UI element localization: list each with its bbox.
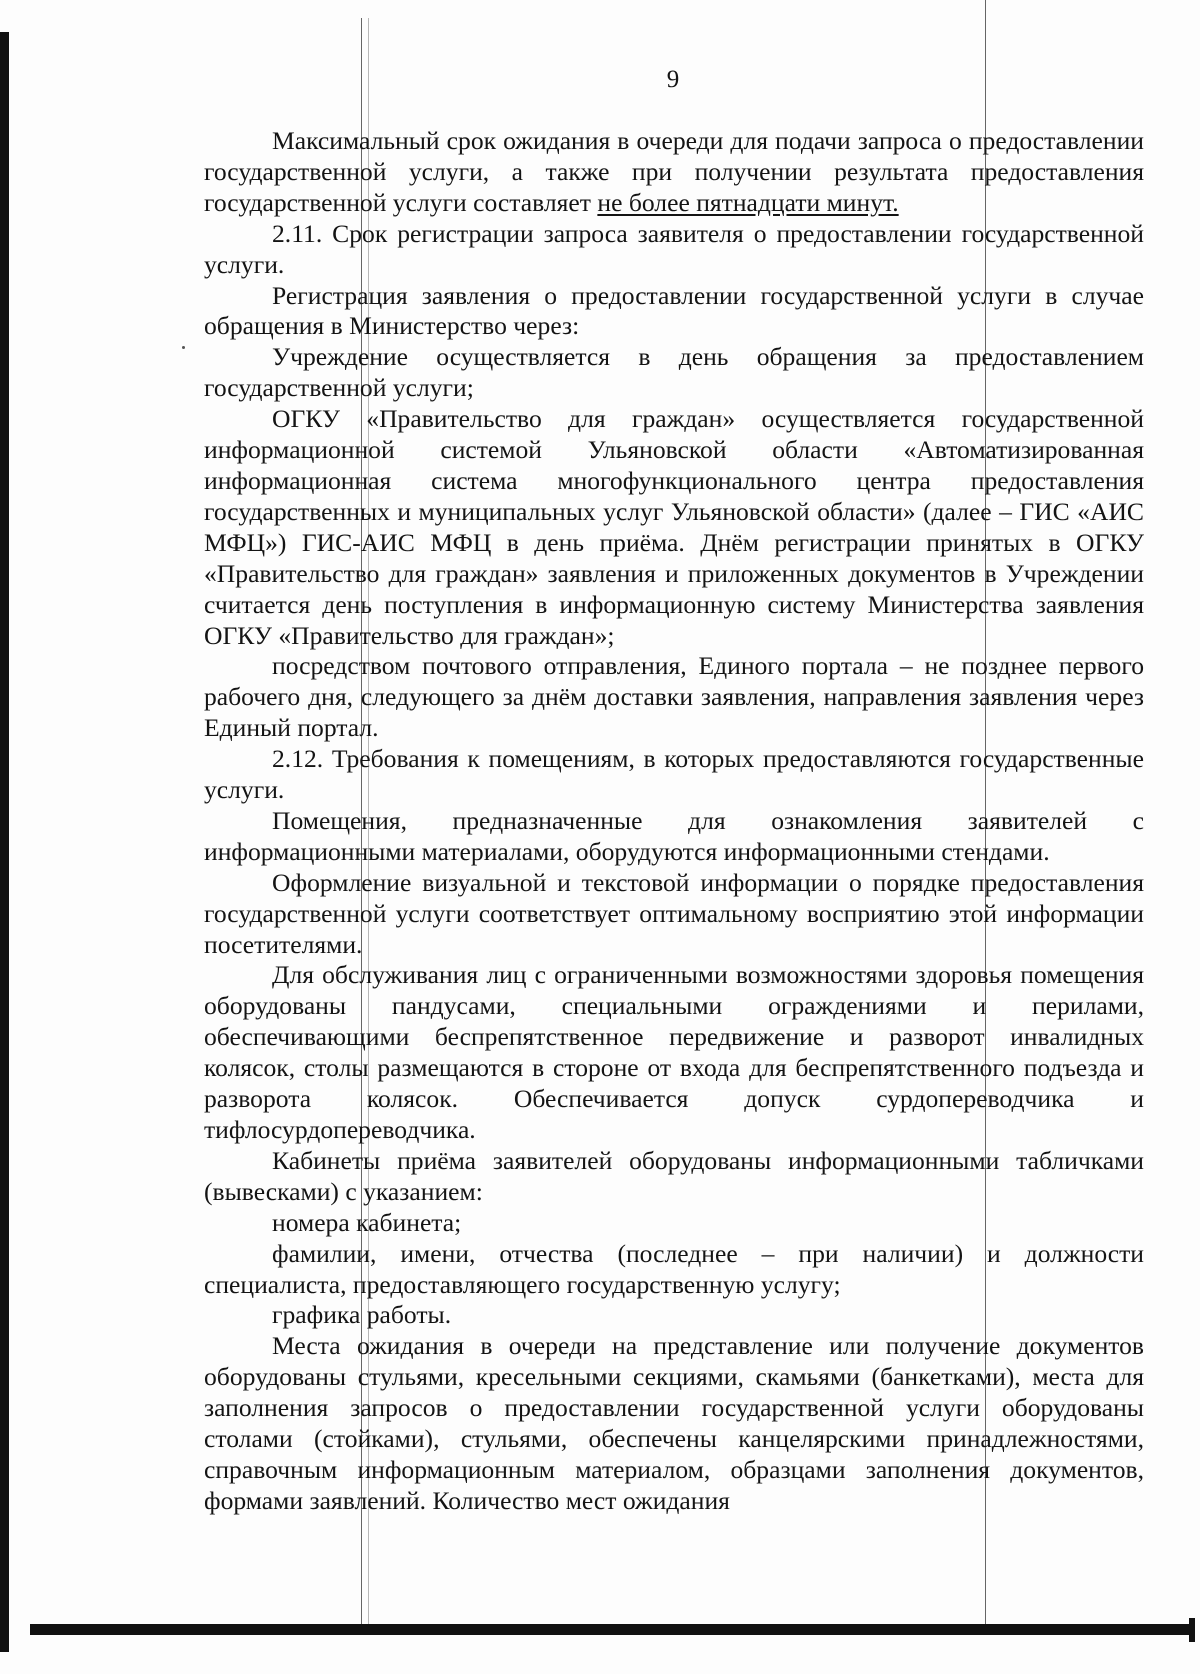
underlined-text: не более пятнадцати минут. <box>597 187 899 217</box>
paragraph-text: графика работы. <box>272 1300 452 1330</box>
paragraph <box>204 404 1144 651</box>
paragraph <box>204 1300 1144 1331</box>
paragraph-text: Оформление визуальной и текстовой информации о порядке предоставления государственной услуги соответствует оптимальному восприятию этой информации посетителями. <box>204 867 1144 959</box>
document-body <box>204 126 1144 1517</box>
paragraph <box>204 342 1144 404</box>
paragraph-text: 2.12. Требования к помещениям, в которых предоставляются государственные услуги. <box>204 744 1144 805</box>
paragraph <box>204 1208 1144 1239</box>
scan-border-bottom <box>30 1624 1190 1635</box>
page-number: 9 <box>666 66 680 93</box>
paragraph <box>204 281 1144 343</box>
paragraph <box>204 1146 1144 1208</box>
scan-speck <box>182 346 185 349</box>
paragraph <box>204 1331 1144 1516</box>
paragraph <box>204 651 1144 744</box>
paragraph <box>204 1239 1144 1301</box>
paragraph-text: фамилии, имени, отчества (последнее – при наличии) и должности специалиста, предоставляющего государственную услугу; <box>204 1238 1144 1299</box>
paragraph-text: Регистрация заявления о предоставлении государственной услуги в случае обращения в Министерство через: <box>204 280 1144 341</box>
paragraph-text: ОГКУ «Правительство для граждан» осуществляется государственной информационной системой Ульяновской области «Автоматизированная информационная система многофункционального центра предоставления государственных и муниципальных услуг Ульяновской области» (далее – ГИС «АИС МФЦ») ГИС-АИС МФЦ в день приёма. Днём регистрации принятых в ОГКУ «Правительство для граждан» заявления и приложенных документов в Учреждении считается день поступления в информационную систему Министерства заявления ОГКУ «Правительство для граждан»; <box>204 404 1144 650</box>
paragraph-text: Для обслуживания лиц с ограниченными возможностями здоровья помещения оборудованы пандусами, специальными ограждениями и перилами, обеспечивающими беспрепятственное передвижение и разворот инвалидных колясок, столы размещаются в стороне от входа для беспрепятственного подъезда и разворота колясок. Обеспечивается допуск сурдопереводчика и тифлосурдопереводчика. <box>204 960 1144 1144</box>
paragraph <box>204 806 1144 868</box>
paragraph-text: Учреждение осуществляется в день обращения за предоставлением государственной услуги; <box>204 342 1144 403</box>
paragraph-text: номера кабинета; <box>272 1207 462 1237</box>
paragraph-text: Места ожидания в очереди на представление или получение документов оборудованы стульями, кресельными секциями, скамьями (банкетками), места для заполнения запросов о предоставлении государственной услуги оборудованы столами (стойками), стульями, обеспечены канцелярскими принадлежностями, справочным информационным материалом, образцами заполнения документов, формами заявлений. Количество мест ожидания <box>204 1331 1144 1515</box>
paragraph <box>204 868 1144 961</box>
scan-border-corner <box>1189 1618 1195 1642</box>
paragraph <box>204 219 1144 281</box>
scan-border-left <box>0 32 9 1652</box>
paragraph <box>204 744 1144 806</box>
paragraph <box>204 960 1144 1145</box>
paragraph-text: Помещения, предназначенные для ознакомления заявителей с информационными материалами, оборудуются информационными стендами. <box>204 805 1144 866</box>
paragraph-text: посредством почтового отправления, Единого портала – не позднее первого рабочего дня, следующего за днём доставки заявления, направления заявления через Единый портал. <box>204 651 1144 743</box>
paragraph-text: 2.11. Срок регистрации запроса заявителя о предоставлении государственной услуги. <box>204 218 1144 279</box>
paragraph-text: Кабинеты приёма заявителей оборудованы информационными табличками (вывесками) с указанием: <box>204 1145 1144 1206</box>
paragraph <box>204 126 1144 219</box>
paragraph-text: Максимальный срок ожидания в очереди для подачи запроса о предоставлении государственной услуги, а также при получении результата предоставления государственной услуги составляет <box>204 126 1144 217</box>
